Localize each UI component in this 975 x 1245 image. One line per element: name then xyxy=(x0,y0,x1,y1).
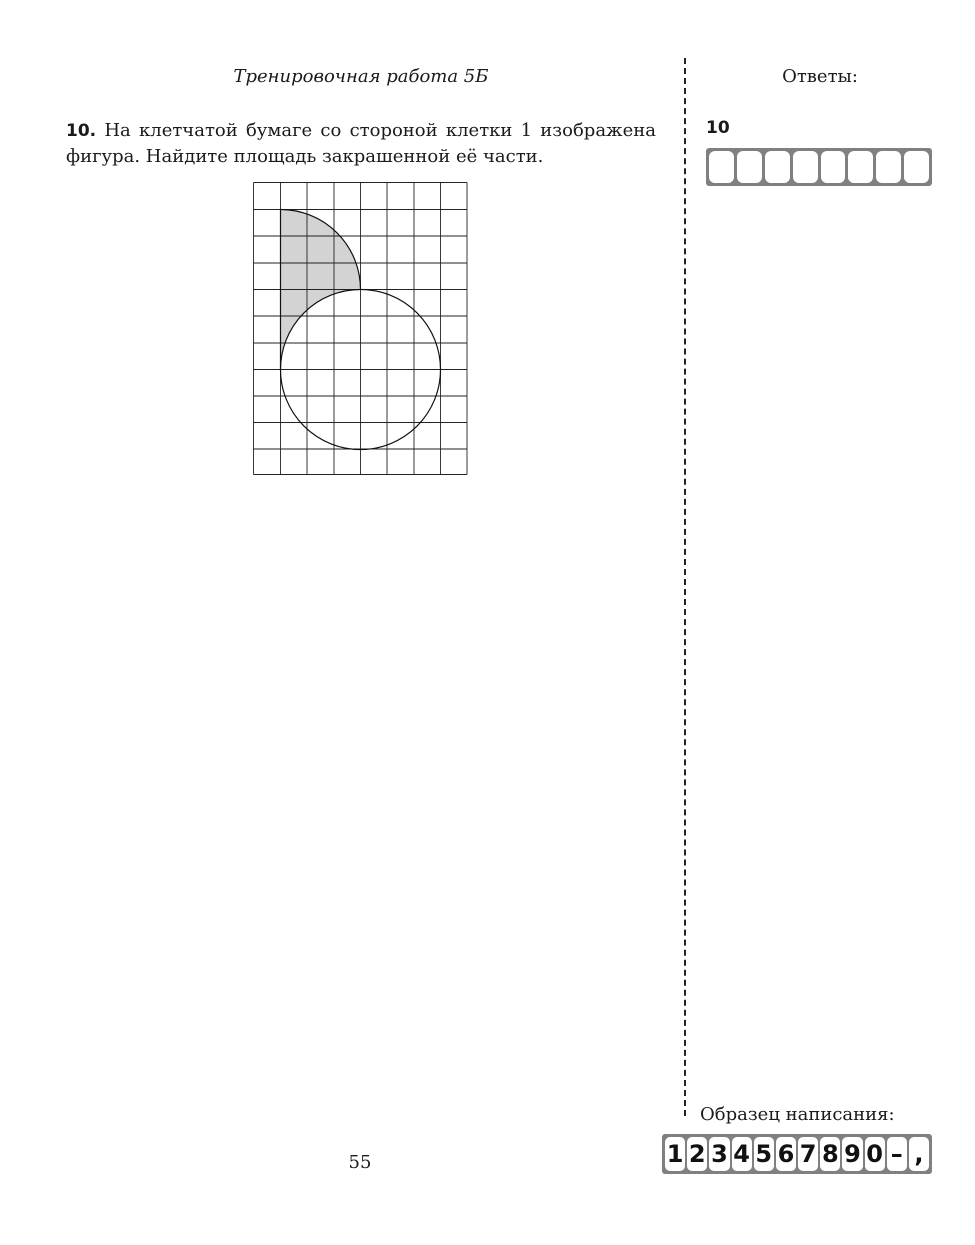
task-10 xyxy=(66,118,656,170)
sample-char: 0 xyxy=(865,1137,885,1171)
answer-cell[interactable] xyxy=(876,151,901,183)
task-number: 10. xyxy=(66,121,97,141)
answer-cell[interactable] xyxy=(709,151,734,183)
answer-cell[interactable] xyxy=(821,151,846,183)
sample-char: 9 xyxy=(842,1137,862,1171)
sample-char: 2 xyxy=(687,1137,707,1171)
sample-label: Образец написания: xyxy=(700,1104,895,1125)
sample-strip xyxy=(662,1134,932,1174)
answer-cell[interactable] xyxy=(793,151,818,183)
page-header-title: Тренировочная работа 5Б xyxy=(233,66,489,87)
sample-char: 3 xyxy=(709,1137,729,1171)
task-text: На клетчатой бумаге со стороной клетки 1 изображена фигура. Найдите площадь закрашенной её части. xyxy=(66,120,656,167)
sample-char: 7 xyxy=(798,1137,818,1171)
answer-cell[interactable] xyxy=(904,151,929,183)
page-number: 55 xyxy=(348,1152,372,1173)
sample-char: – xyxy=(887,1137,907,1171)
answer-boxes[interactable] xyxy=(706,148,932,186)
sample-char: 6 xyxy=(776,1137,796,1171)
grid-figure xyxy=(253,182,469,477)
sample-char: 5 xyxy=(754,1137,774,1171)
answer-cell[interactable] xyxy=(848,151,873,183)
sample-char: 8 xyxy=(820,1137,840,1171)
answer-number: 10 xyxy=(706,118,730,138)
answer-cell[interactable] xyxy=(737,151,762,183)
answers-title: Ответы: xyxy=(782,66,858,87)
answer-cell[interactable] xyxy=(765,151,790,183)
sample-char: , xyxy=(909,1137,929,1171)
sample-char: 4 xyxy=(732,1137,752,1171)
cut-divider xyxy=(684,58,686,1116)
sample-char: 1 xyxy=(665,1137,685,1171)
